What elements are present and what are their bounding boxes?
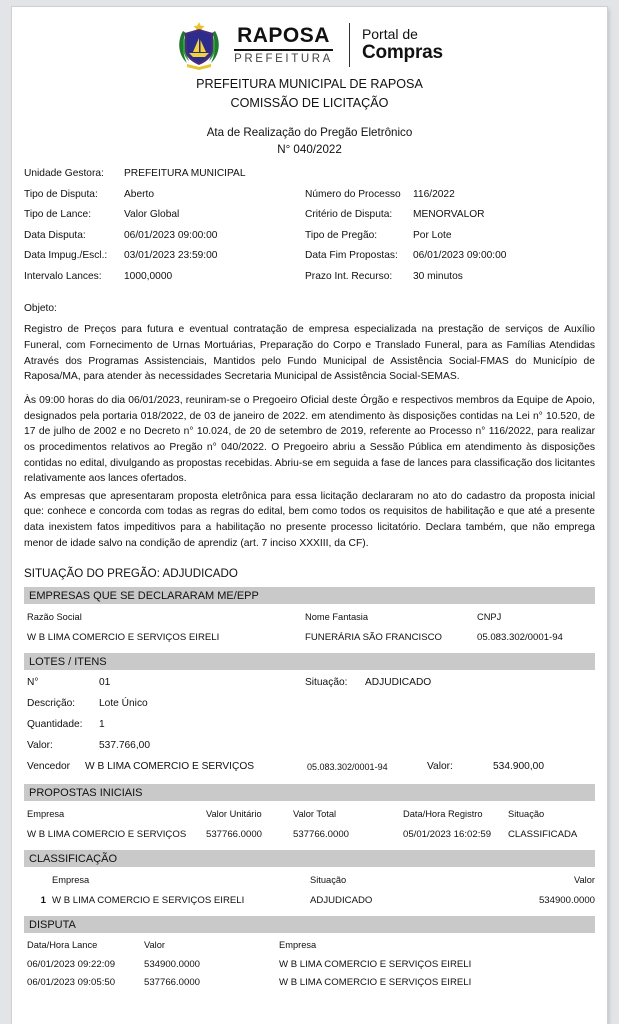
column-header: Empresa (279, 940, 317, 951)
field-label: Unidade Gestora: (24, 168, 104, 180)
page-subtitle-line1: Ata de Realização do Pregão Eletrônico (206, 125, 413, 139)
field-value: PREFEITURA MUNICIPAL (124, 168, 246, 180)
field-label: Valor: (427, 761, 453, 773)
field-label: Tipo de Disputa: (24, 188, 98, 200)
field-label: Tipo de Pregão: (305, 229, 378, 241)
table-header-row (24, 805, 595, 823)
cell-data-hora-registro: 05/01/2023 16:02:59 (403, 828, 492, 840)
cell-rank: 1 (40, 894, 46, 906)
metadata-right-cell (305, 230, 595, 241)
document-page (12, 7, 607, 1024)
section-me-epp (24, 587, 595, 646)
field-value: 06/01/2023 09:00:00 (124, 229, 218, 241)
field-label: Situação: (305, 677, 348, 689)
field-value: Por Lote (413, 229, 452, 241)
page-subtitle-line2: N° 040/2022 (277, 142, 342, 156)
objeto-label: Objeto: (24, 303, 57, 315)
brand-divider-rule (234, 49, 333, 51)
cell-empresa: W B LIMA COMERCIO E SERVIÇOS (27, 828, 187, 840)
table-row (24, 891, 595, 909)
metadata-row (24, 230, 595, 251)
brand-portal-compras (362, 27, 443, 64)
field-label: Data Fim Propostas: (305, 250, 398, 262)
cell-cnpj: 05.083.302/0001-94 (477, 631, 563, 643)
field-label: Vencedor (27, 761, 71, 773)
lote-row-descricao (24, 693, 595, 714)
column-header: Situação (310, 875, 347, 886)
cell-empresa: W B LIMA COMERCIO E SERVIÇOS EIRELI (279, 958, 472, 970)
field-label: Número do Processo (305, 188, 401, 200)
column-header: Valor (573, 875, 595, 886)
field-value: Lote Único (99, 698, 148, 710)
column-header: Situação (508, 809, 545, 820)
metadata-row (24, 209, 595, 230)
field-value: 06/01/2023 09:00:00 (413, 250, 507, 262)
document-header (24, 7, 595, 75)
section-title: PROPOSTAS INICIAIS (24, 784, 595, 801)
section-propostas-iniciais (24, 784, 595, 843)
vertical-divider (349, 23, 350, 67)
field-value: 03/01/2023 23:59:00 (124, 250, 218, 262)
portal-bottom-text: Compras (361, 42, 443, 64)
brand-main-text: RAPOSA (237, 23, 330, 47)
column-header: CNPJ (477, 612, 502, 623)
field-label: Tipo de Lance: (24, 209, 92, 221)
table-header-row (24, 936, 595, 954)
field-value: 116/2022 (413, 188, 455, 200)
metadata-row (24, 168, 595, 189)
field-value: 537.766,00 (99, 740, 150, 752)
metadata-row (24, 271, 595, 292)
table-row (24, 955, 595, 973)
metadata-right-cell (305, 209, 595, 220)
field-label: N° (27, 677, 39, 689)
metadata-row (24, 189, 595, 210)
cell-nome-fantasia: FUNERÁRIA SÃO FRANCISCO (305, 631, 442, 643)
field-label: Data Impug./Escl.: (24, 250, 108, 262)
objeto-text: Registro de Preços para futura e eventual contratação de empresa especializada na prestação de serviços de Auxílio Funeral, com Fornecimento de Urnas Mortuárias, Preparação do Corpo e Translado Funeral, para as Famílias Atendidas Através dos Programas Assistenciais, Mantidos pelo Fundo Municipal de Assistência Social-FMAS do Município de Raposa/MA, para atender às necessidades Secretaria Municipal de Assistência Social-SEMAS. (24, 324, 595, 383)
column-header: Data/Hora Registro (403, 809, 483, 820)
table-row (24, 825, 595, 843)
field-value: 1000,0000 (124, 270, 173, 282)
field-label: Intervalo Lances: (24, 270, 102, 282)
field-label: Data Disputa: (24, 229, 86, 241)
table-row (24, 628, 595, 646)
cell-empresa: W B LIMA COMERCIO E SERVIÇOS EIRELI (279, 976, 472, 988)
body-paragraph-2: As empresas que apresentaram proposta eletrônica para essa licitação declararam no ato do cadastro da proposta inicial que: conhece e concorda com todas as regras do edital, bem como todos os requisitos de habilitação e que até a presente data inexistem fatos impeditivos para a habilitação no presente processo licitatório. Declara também, que não emprega menor de idade salvo na condição de aprendiz (art. 7 inciso XXXIII, da CF). (24, 490, 595, 549)
field-label: Valor: (27, 740, 53, 752)
cell-data-hora-lance: 06/01/2023 09:05:50 (27, 976, 116, 988)
cell-valor-unitario: 537766.0000 (206, 828, 263, 840)
section-title: CLASSIFICAÇÃO (24, 850, 595, 867)
column-header: Razão Social (27, 612, 82, 623)
section-disputa (24, 916, 595, 991)
field-value-vencedor: W B LIMA COMERCIO E SERVIÇOS (85, 761, 255, 773)
column-header: Empresa (52, 875, 90, 886)
field-label: Prazo Int. Recurso: (305, 270, 393, 282)
cell-empresa: W B LIMA COMERCIO E SERVIÇOS EIRELI (52, 894, 245, 906)
section-lotes-itens (24, 653, 595, 777)
coat-of-arms-icon (176, 19, 222, 71)
field-value: MENORVALOR (413, 209, 485, 221)
table-header-row (24, 608, 595, 626)
portal-top-text: Portal de (361, 25, 418, 42)
page-title-line1: PREFEITURA MUNICIPAL DE RAPOSA (196, 77, 423, 91)
metadata-row (24, 250, 595, 271)
field-value: 01 (99, 677, 111, 689)
page-title-line2: COMISSÃO DE LICITAÇÃO (230, 95, 389, 110)
column-header: Data/Hora Lance (27, 940, 98, 951)
section-classificacao (24, 850, 595, 909)
cell-data-hora-lance: 06/01/2023 09:22:09 (27, 958, 116, 970)
cell-valor: 537766.0000 (144, 976, 201, 988)
section-title: DISPUTA (24, 916, 595, 933)
status-badge: SITUAÇÃO DO PREGÃO: ADJUDICADO (24, 567, 238, 581)
table-row (24, 973, 595, 991)
field-value: Aberto (124, 188, 155, 200)
field-value: 30 minutos (413, 270, 463, 282)
metadata-right-cell (305, 189, 595, 200)
lote-row-numero (24, 672, 595, 693)
metadata-right-cell (305, 250, 595, 261)
field-value: Valor Global (124, 209, 180, 221)
column-header: Empresa (27, 809, 65, 820)
section-title: EMPRESAS QUE SE DECLARARAM ME/EPP (24, 587, 595, 604)
cell-razao-social: W B LIMA COMERCIO E SERVIÇOS EIRELI (27, 631, 220, 643)
cell-valor: 534900.0000 (144, 958, 201, 970)
field-label: Descrição: (27, 698, 76, 710)
field-value: ADJUDICADO (365, 677, 432, 689)
section-title: LOTES / ITENS (24, 653, 595, 670)
column-header: Nome Fantasia (305, 612, 369, 623)
cell-valor-total: 537766.0000 (293, 828, 350, 840)
field-label: Quantidade: (27, 719, 83, 731)
auction-metadata (24, 168, 595, 291)
cell-situacao: ADJUDICADO (310, 894, 373, 906)
cell-situacao: CLASSIFICADA (508, 828, 578, 840)
table-header-row (24, 871, 595, 889)
lote-row-vencedor (24, 756, 595, 777)
field-value: 1 (99, 719, 105, 731)
column-header: Valor Unitário (206, 809, 262, 820)
lote-row-quantidade (24, 714, 595, 735)
column-header: Valor Total (293, 809, 337, 820)
field-value-valor: 534.900,00 (493, 761, 544, 773)
brand-sub-text: PREFEITURA (234, 52, 333, 65)
metadata-right-cell (305, 271, 595, 282)
field-value-cnpj: 05.083.302/0001-94 (307, 761, 388, 772)
lote-row-valor (24, 735, 595, 756)
field-label: Critério de Disputa: (305, 209, 393, 221)
body-paragraph-1: Às 09:00 horas do dia 06/01/2023, reuniram-se o Pregoeiro Oficial deste Órgão e respectivos membros da Equipe de Apoio, designados pela portaria 018/2022, de 03 de janeiro de 2022. em atendimento às disposições contidas na Lei n° 10.520, de 17 de julho de 2002 e no Decreto n° 10.024, de 20 de setembro de 2019, referente ao Processo n° 116/2022, para realizar os procedimentos relativos ao Pregão n° 040/2022. O Pregoeiro abriu a Sessão Pública em atendimento às disposições contidas no edital, divulgando as propostas recebidas. Abriu-se em seguida a fase de lances para classificação dos licitantes relativamente aos lances ofertados. (24, 394, 595, 485)
cell-valor: 534900.0000 (538, 894, 595, 906)
brand-raposa (226, 25, 347, 66)
column-header: Valor (144, 940, 166, 951)
title-spacer (24, 113, 595, 125)
